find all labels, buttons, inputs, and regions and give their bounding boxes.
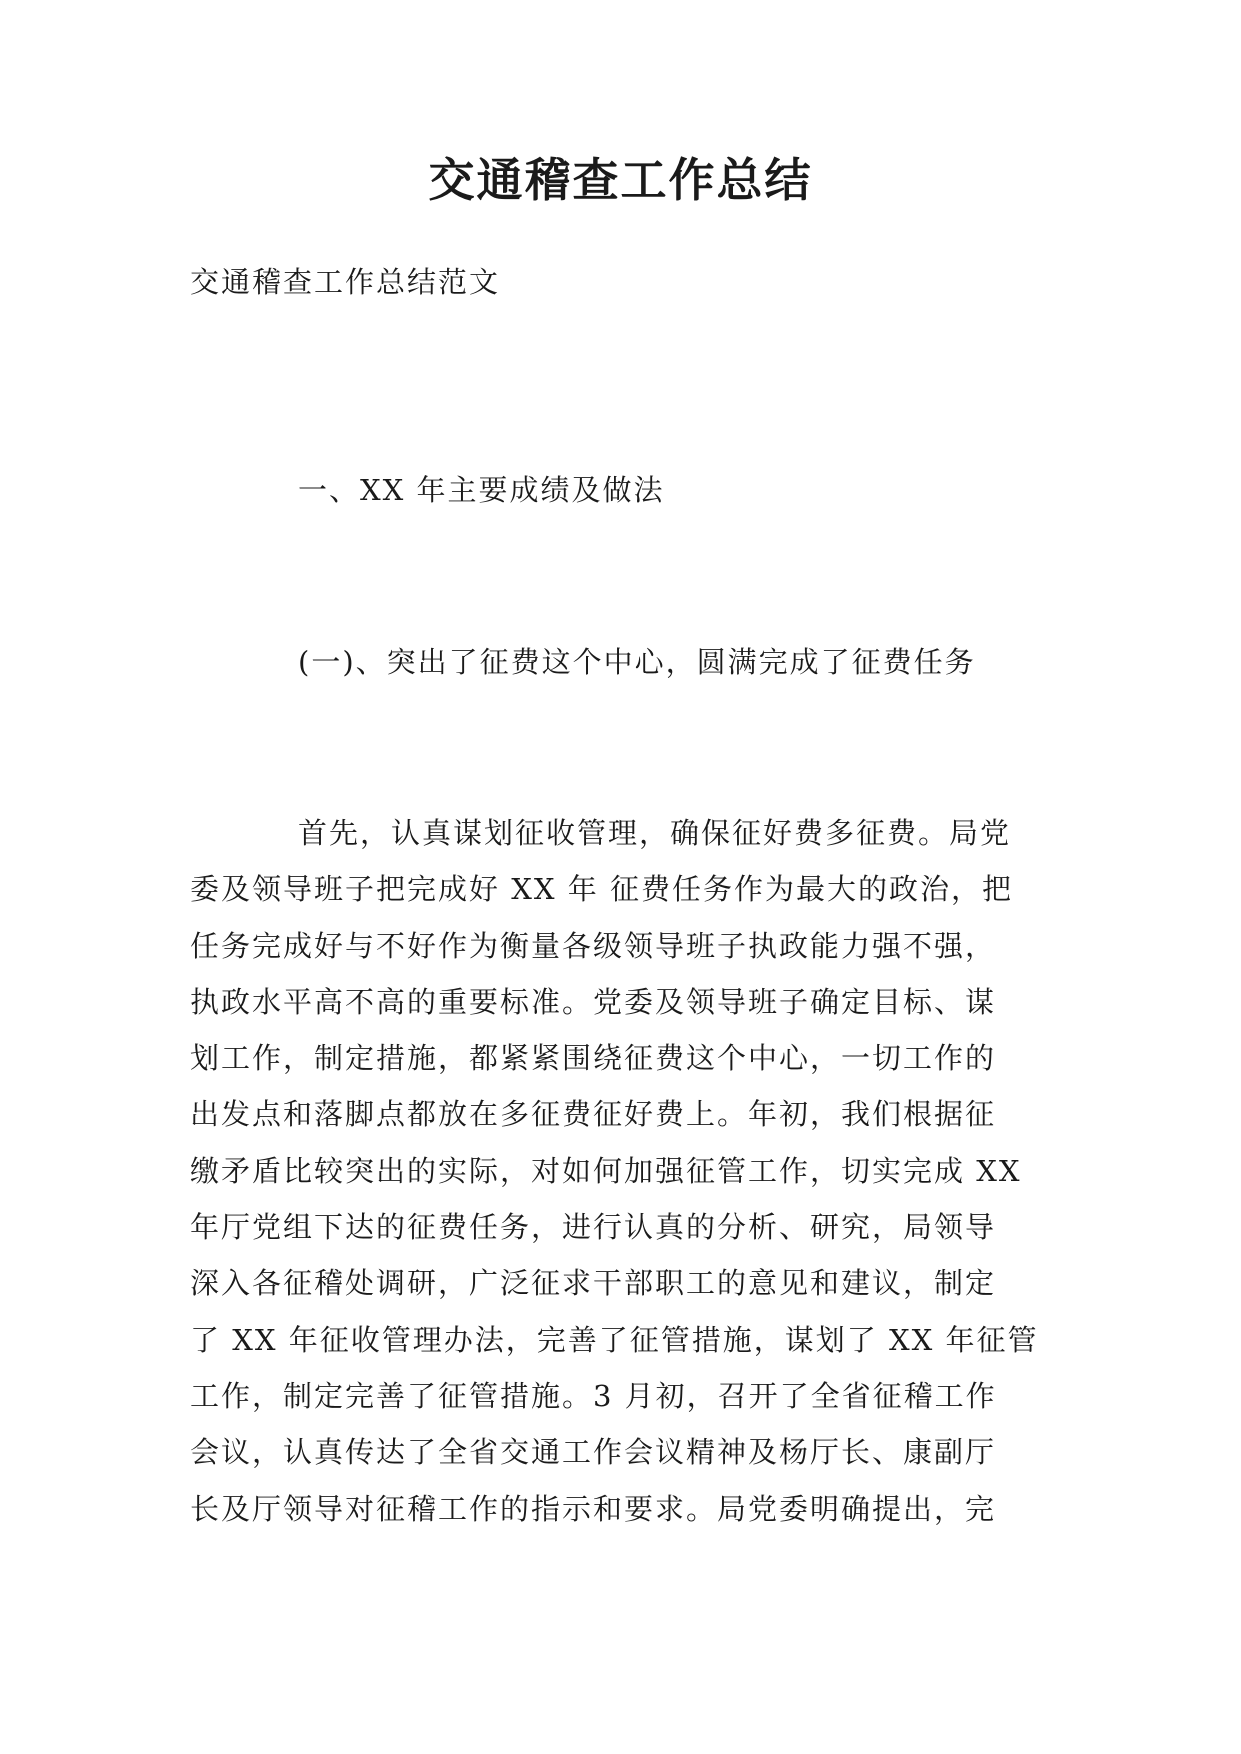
body-paragraph	[190, 813, 1070, 1545]
paragraph-line: 了 XX 年征收管理办法，完善了征管措施，谋划了 XX 年征管	[190, 1322, 1039, 1357]
paragraph-line: 任务完成好与不好作为衡量各级领导班子执政能力强不强，	[190, 928, 997, 963]
document-title: 交通稽查工作总结	[428, 153, 813, 207]
paragraph-line: 工作，制定完善了征管措施。3 月初，召开了全省征稽工作	[190, 1378, 997, 1413]
paragraph-line: 出发点和落脚点都放在多征费征好费上。年初，我们根据征	[190, 1097, 997, 1132]
paragraph-line: 委及领导班子把完成好 XX 年 征费任务作为最大的政治，把	[190, 872, 1013, 907]
paragraph-line: 深入各征稽处调研，广泛征求干部职工的意见和建议，制定	[190, 1266, 997, 1301]
paragraph-line: 缴矛盾比较突出的实际，对如何加强征管工作，切实完成 XX	[190, 1153, 1022, 1188]
paragraph-line: 年厅党组下达的征费任务，进行认真的分析、研究，局领导	[190, 1210, 997, 1245]
section-heading: 一、XX 年主要成绩及做法	[298, 473, 665, 507]
paragraph-line: 首先，认真谋划征收管理，确保征好费多征费。局党	[298, 816, 1012, 850]
paragraph-line: 划工作，制定措施，都紧紧围绕征费这个中心，一切工作的	[190, 1041, 997, 1076]
paragraph-line: 长及厅领导对征稽工作的指示和要求。局党委明确提出，完	[190, 1491, 997, 1526]
paragraph-line: 会议，认真传达了全省交通工作会议精神及杨厅长、康副厅	[190, 1435, 997, 1470]
document-subtitle: 交通稽查工作总结范文	[190, 265, 501, 299]
paragraph-line: 执政水平高不高的重要标准。党委及领导班子确定目标、谋	[190, 984, 997, 1019]
subsection-heading: (一)、突出了征费这个中心，圆满完成了征费任务	[298, 645, 976, 679]
